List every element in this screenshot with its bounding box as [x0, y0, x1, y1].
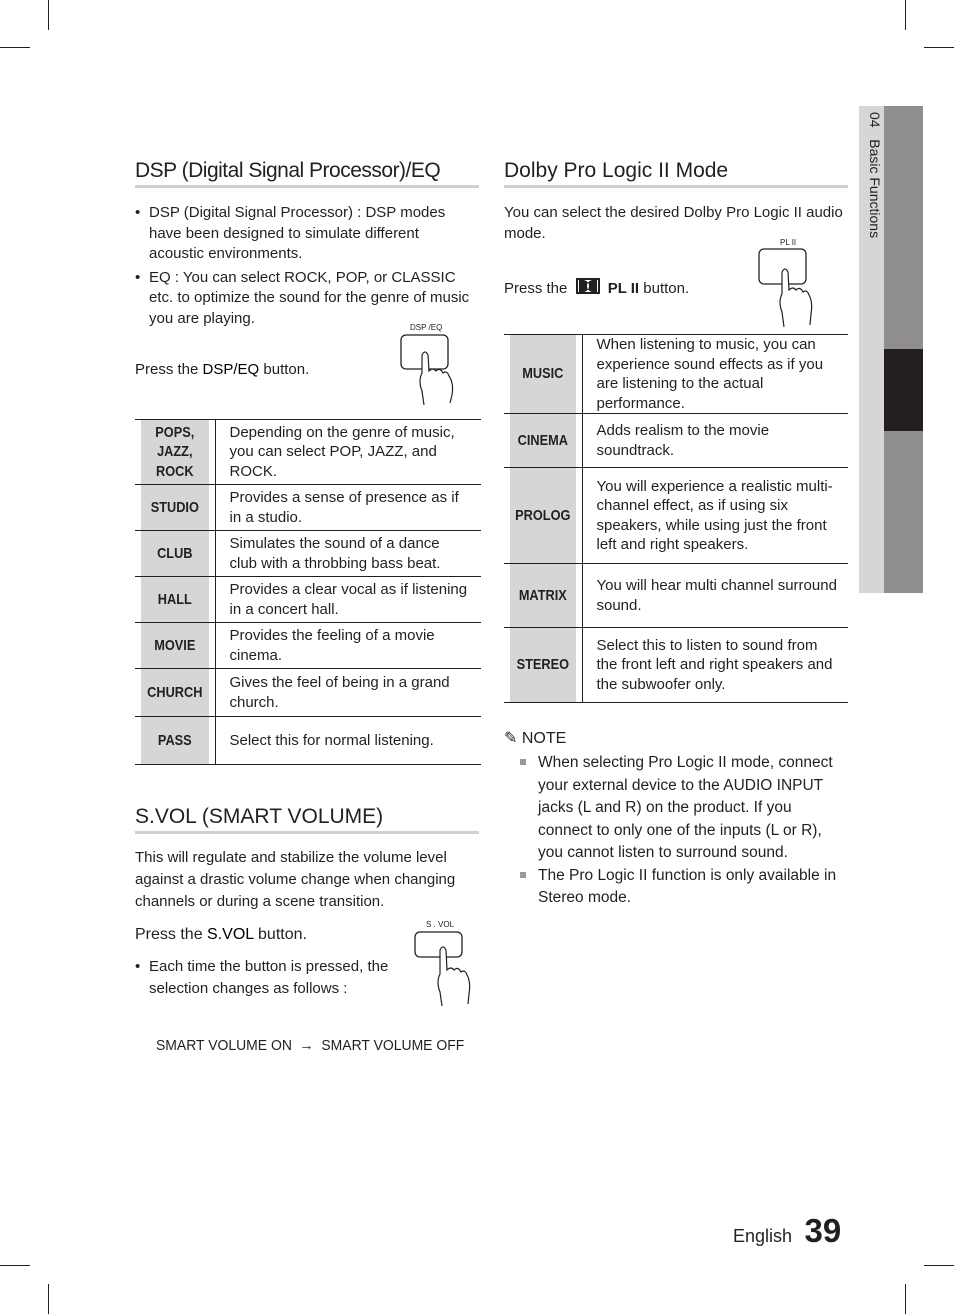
- crop-mark: [905, 1284, 906, 1314]
- table-row: [504, 414, 848, 468]
- table-row: [135, 623, 481, 669]
- press-instruction: Press the S.VOL button.: [135, 926, 307, 943]
- crop-mark: [924, 47, 954, 48]
- mode-description: Select this for normal listening.: [215, 717, 481, 765]
- table-row: [504, 335, 848, 414]
- page-footer: [733, 1212, 841, 1250]
- mode-name: MUSIC: [510, 335, 576, 414]
- hand-press-icon: [412, 920, 476, 1008]
- mode-description: You will experience a realistic multi-channel effect, as if using six speakers, while using just the front left and right speakers.: [582, 468, 848, 564]
- dolby-intro: You can select the desired Dolby Pro Logic II audio mode.: [504, 204, 843, 242]
- dolby-title: Dolby Pro Logic II Mode: [504, 159, 848, 188]
- mode-description: Simulates the sound of a dance club with a throbbing bass beat.: [215, 531, 481, 577]
- mode-name: PROLOG: [510, 468, 576, 564]
- chapter-label: 04 Basic Functions: [867, 112, 883, 239]
- mode-description: Provides the feeling of a movie cinema.: [215, 623, 481, 669]
- pencil-icon: ✎: [504, 730, 518, 747]
- mode-name: MOVIE: [141, 623, 209, 669]
- mode-description: Select this to listen to sound from the front left and right speakers and the subwoofer only.: [582, 628, 848, 703]
- bullet-item: • Each time the button is pressed, the selection changes as follows :: [135, 956, 405, 1000]
- pl2-button-illustration: PL II: [756, 238, 820, 330]
- language-label: English: [733, 1226, 793, 1246]
- press-instruction: Press the DSP/EQ button.: [135, 361, 310, 378]
- mode-description: You will hear multi channel surround sound.: [582, 564, 848, 628]
- smart-volume-sequence: SMART VOLUME ON → SMART VOLUME OFF: [156, 1037, 465, 1054]
- table-row: [135, 577, 481, 623]
- svol-title: S.VOL (SMART VOLUME): [135, 805, 479, 834]
- table-row: [504, 564, 848, 628]
- hand-press-icon: [756, 238, 820, 330]
- note-item: The Pro Logic II function is only available in Stereo mode.: [518, 865, 850, 910]
- dsp-eq-button-illustration: DSP /EQ: [398, 323, 462, 411]
- crop-mark: [0, 47, 30, 48]
- press-instruction: Press the PL II button.: [504, 280, 690, 297]
- table-row: [135, 717, 481, 765]
- mode-name: MATRIX: [510, 564, 576, 628]
- mode-name: POPS, JAZZ, ROCK: [141, 420, 209, 485]
- mode-description: Depending on the genre of music, you can select POP, JAZZ, and ROCK.: [215, 420, 481, 485]
- table-row: [504, 628, 848, 703]
- arrow-right-icon: →: [299, 1037, 314, 1054]
- crop-mark: [924, 1265, 954, 1266]
- crop-mark: [48, 0, 49, 30]
- svol-button-illustration: S . VOL: [412, 920, 476, 1008]
- side-tab: [859, 106, 923, 593]
- bullet-item: • DSP (Digital Signal Processor) : DSP modes have been designed to simulate different acoustic environments.: [135, 203, 475, 265]
- hand-press-icon: [398, 323, 462, 411]
- dsp-title: DSP (Digital Signal Processor)/EQ: [135, 159, 479, 188]
- dolby-mode-table: [504, 334, 848, 703]
- mode-description: Gives the feel of being in a grand church.: [215, 669, 481, 717]
- mode-description: Provides a sense of presence as if in a studio.: [215, 485, 481, 531]
- table-row: [135, 420, 481, 485]
- mode-name: STUDIO: [141, 485, 209, 531]
- table-row: [504, 468, 848, 564]
- bullet-item: • EQ : You can select ROCK, POP, or CLASSIC etc. to optimize the sound for the genre of music you are playing.: [135, 268, 475, 330]
- mode-description: When listening to music, you can experience sound effects as if you are listening to the actual performance.: [582, 335, 848, 414]
- mode-name: CHURCH: [141, 669, 209, 717]
- page-number: 39: [804, 1212, 842, 1249]
- dsp-mode-table: [135, 419, 481, 765]
- crop-mark: [48, 1284, 49, 1314]
- crop-mark: [0, 1265, 30, 1266]
- crop-mark: [905, 0, 906, 30]
- mode-name: PASS: [141, 717, 209, 765]
- mode-name: STEREO: [510, 628, 576, 703]
- mode-description: Provides a clear vocal as if listening in a concert hall.: [215, 577, 481, 623]
- note-item: When selecting Pro Logic II mode, connect your external device to the AUDIO INPUT jacks (L and R) on the product. If you connect to only one of the inputs (L or R), you cannot listen to surround sound.: [518, 752, 850, 865]
- mode-name: HALL: [141, 577, 209, 623]
- dolby-logo-icon: [576, 278, 600, 294]
- mode-description: Adds realism to the movie soundtrack.: [582, 414, 848, 468]
- note-list: [518, 752, 850, 910]
- svol-intro: This will regulate and stabilize the volume level against a drastic volume change when changing channels or during a scene transition.: [135, 849, 456, 910]
- table-row: [135, 669, 481, 717]
- mode-name: CLUB: [141, 531, 209, 577]
- table-row: [135, 485, 481, 531]
- mode-name: CINEMA: [510, 414, 576, 468]
- table-row: [135, 531, 481, 577]
- note-header: ✎ NOTE: [504, 730, 567, 747]
